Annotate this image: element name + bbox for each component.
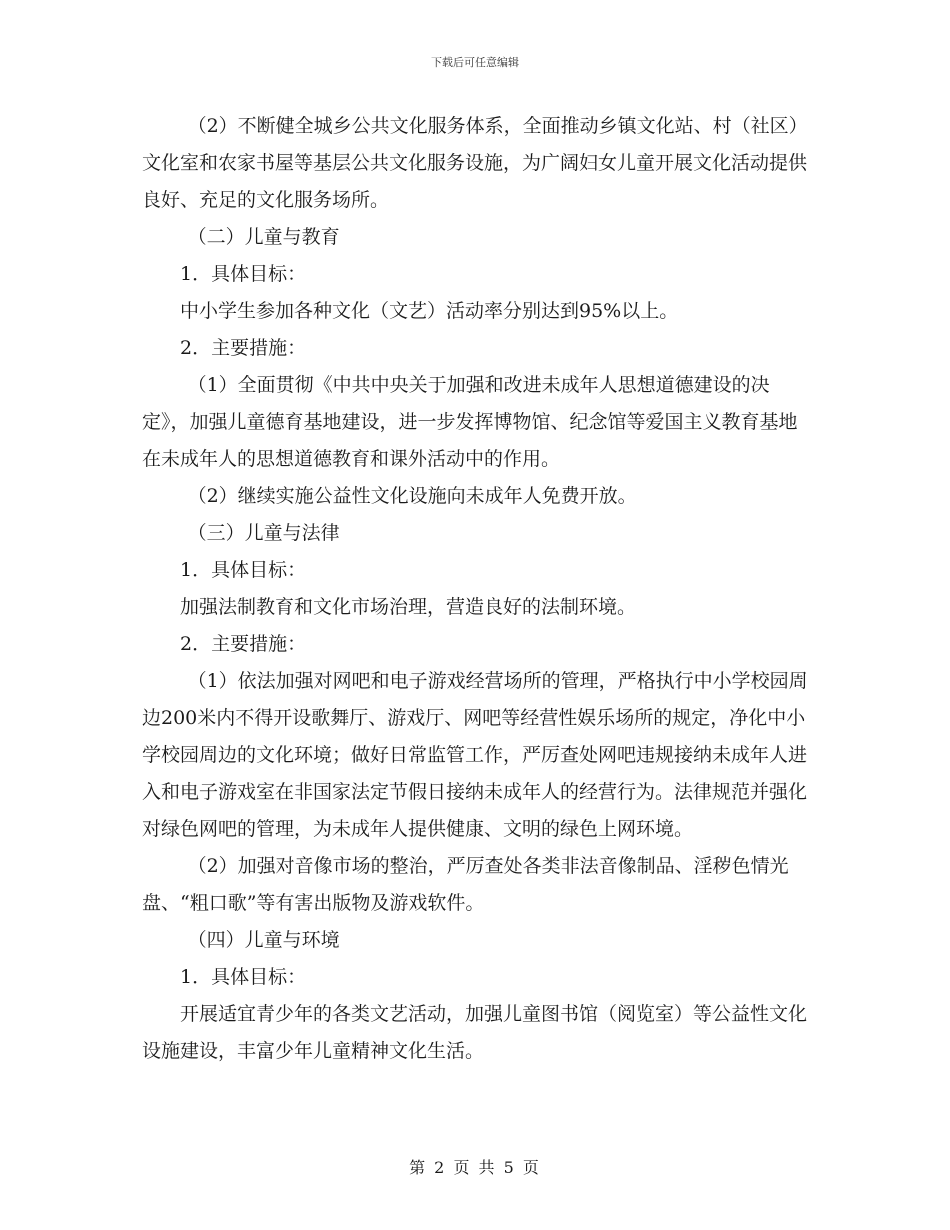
paragraph-environment-goal: 开展适宜青少年的各类文艺活动，加强儿童图书馆（阅览室）等公益性文化设施建设，丰富少年儿童精神文化生活。 — [142, 1003, 808, 1062]
paragraph-education-goal: 中小学生参加各种文化（文艺）活动率分别达到95%以上。 — [180, 300, 679, 322]
subheading-specific-goals: 1．具体目标： — [180, 966, 307, 988]
section-heading-law: （三）儿童与法律 — [187, 522, 340, 544]
page-number: 第 2 页 共 5 页 — [409, 1158, 541, 1177]
subheading-specific-goals: 1．具体目标： — [180, 263, 307, 285]
subheading-main-measures: 2．主要措施： — [180, 337, 307, 359]
section-heading-education: （二）儿童与教育 — [187, 226, 340, 248]
page-header-note: 下载后可任意编辑 — [431, 56, 519, 69]
paragraph-free-access: （2）继续实施公益性文化设施向未成年人免费开放。 — [187, 485, 637, 507]
section-heading-environment: （四）儿童与环境 — [187, 929, 340, 951]
paragraph-cultural-services: （2）不断健全城乡公共文化服务体系，全面推动乡镇文化站、村（社区）文化室和农家书屋等基层公共文化服务设施，为广阔妇女儿童开展文化活动提供良好、充足的文化服务场所。 — [142, 115, 808, 211]
subheading-specific-goals: 1．具体目标： — [180, 559, 307, 581]
subheading-main-measures: 2．主要措施： — [180, 633, 307, 655]
paragraph-internet-cafe-management: （1）依法加强对网吧和电子游戏经营场所的管理，严格执行中小学校园周边200米内不得开设歌舞厅、游戏厅、网吧等经营性娱乐场所的规定，净化中小学校园周边的文化环境；做好日常监管工作，严厉查处网吧违规接纳未成年人进入和电子游戏室在非国家法定节假日接纳未成年人的经营行为。法律规范并强化对绿色网吧的管理，为未成年人提供健康、文明的绿色上网环境。 — [142, 670, 808, 840]
document-body — [142, 108, 810, 1070]
paragraph-moral-education: （1）全面贯彻《中共中央关于加强和改进未成年人思想道德建设的决定》，加强儿童德育基地建设，进一步发挥博物馆、纪念馆等爱国主义教育基地在未成年人的思想道德教育和课外活动中的作用。 — [142, 374, 798, 470]
paragraph-audio-video-market: （2）加强对音像市场的整治，严厉查处各类非法音像制品、淫秽色情光盘、“粗口歌”等有害出版物及游戏软件。 — [142, 855, 789, 914]
paragraph-law-goal: 加强法制教育和文化市场治理，营造良好的法制环境。 — [180, 596, 637, 618]
